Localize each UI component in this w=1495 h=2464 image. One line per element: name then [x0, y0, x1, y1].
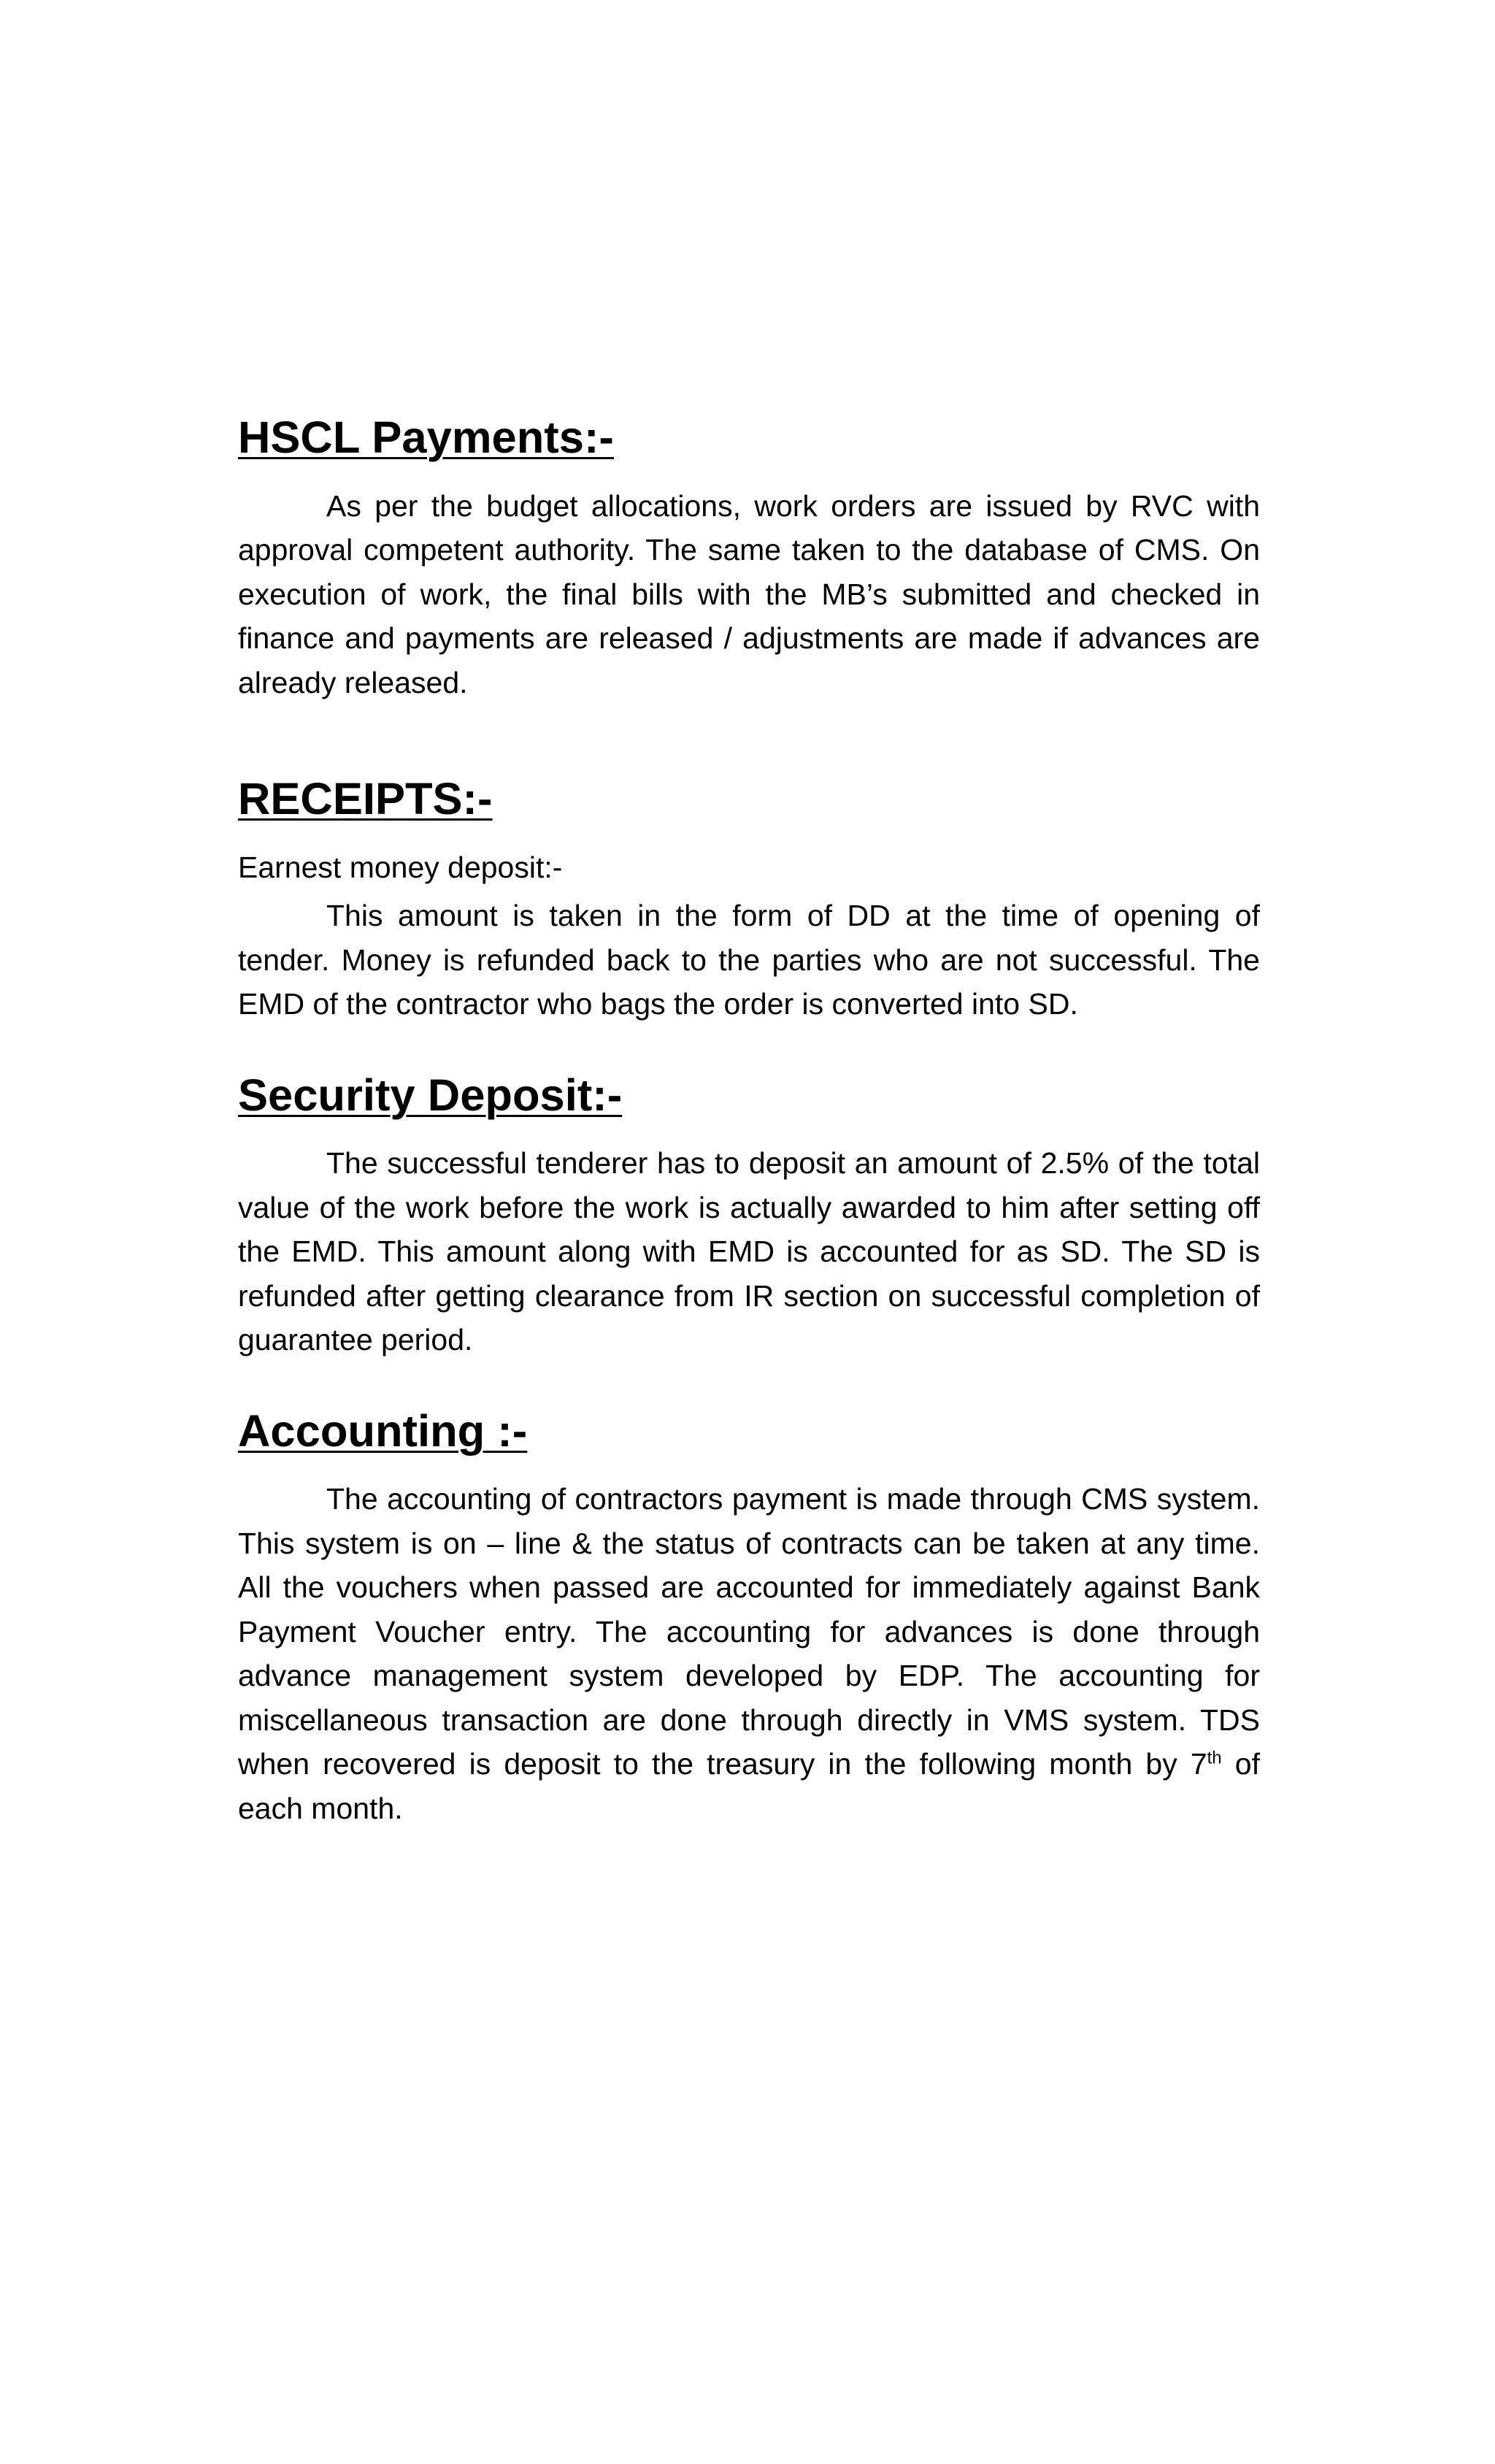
hscl-payments-paragraph: As per the budget allocations, work orders are issued by RVC with approval competent authority. The same taken to the database of CMS. On execution of work, the final bills with the MB’s submitted and checked in finance and payments are released / adjustments are made if advances are already released. [238, 488, 1260, 699]
ordinal-suffix: th [1207, 1748, 1222, 1768]
accounting-text-part2: of each month. [238, 1747, 1260, 1825]
security-deposit-paragraph: The successful tenderer has to deposit an amount of 2.5% of the total value of the work before the work is actually awarded to him after setting off the EMD. This amount along with EMD is accounted for as SD. The SD is refunded after getting clearance from IR section on successful completion of guarantee period. [238, 1146, 1260, 1356]
earnest-money-paragraph: This amount is taken in the form of DD at the time of opening of tender. Money is refunded back to the parties who are not successful. The EMD of the contractor who bags the order is converted into SD. [238, 899, 1260, 1021]
document-page [238, 412, 1260, 1830]
accounting-paragraph [238, 1477, 1260, 1830]
hscl-payments-heading: HSCL Payments:- [238, 412, 614, 463]
receipts-heading: RECEIPTS:- [238, 774, 493, 824]
accounting-text-part1: The accounting of contractors payment is made through CMS system. This system is on – line & the status of contracts can be taken at any time. All the vouchers when passed are accounted for immediately against Bank Payment Voucher entry. The accounting for advances is done through advance management system developed by EDP. The accounting for miscellaneous transaction are done through directly in VMS system. TDS when recovered is deposit to the treasury in the following month by 7 [238, 1482, 1260, 1781]
accounting-heading: Accounting :- [238, 1405, 528, 1456]
earnest-money-deposit-subheading: Earnest money deposit:- [238, 850, 563, 884]
security-deposit-heading: Security Deposit:- [238, 1070, 623, 1121]
